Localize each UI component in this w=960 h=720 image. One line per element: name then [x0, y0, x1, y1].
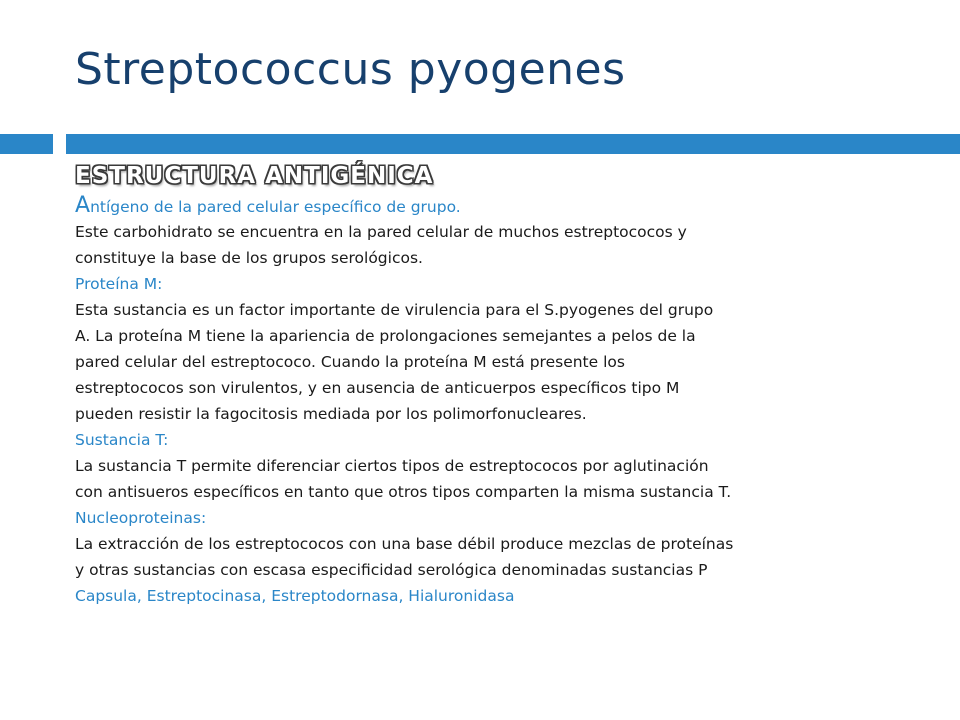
paragraph-line: con antisueros específicos en tanto que otros tipos comparten la misma sustancia T. — [75, 483, 732, 501]
paragraph-line: La sustancia T permite diferenciar ciertos tipos de estreptococos por aglutinación — [75, 457, 709, 475]
paragraph-line: y otras sustancias con escasa especificidad serológica denominadas sustancias P — [75, 561, 708, 579]
slide-body — [75, 160, 895, 609]
accent-bar-main — [66, 134, 960, 154]
label-sustancia-t: Sustancia T: — [75, 431, 169, 449]
accent-bar-left — [0, 134, 53, 154]
paragraph-line: A. La proteína M tiene la apariencia de prolongaciones semejantes a pelos de la — [75, 327, 696, 345]
subtitle-text: ntígeno de la pared celular específico de grupo. — [90, 198, 461, 216]
subtitle-line — [75, 194, 895, 219]
paragraph-line: pared celular del estreptococo. Cuando la proteína M está presente los — [75, 353, 625, 371]
paragraph-line: Este carbohidrato se encuentra en la pared celular de muchos estreptococos y — [75, 223, 687, 241]
paragraph-line: pueden resistir la fagocitosis mediada por los polimorfonucleares. — [75, 405, 587, 423]
slide-title: Streptococcus pyogenes — [75, 44, 626, 95]
label-nucleoproteinas: Nucleoproteinas: — [75, 509, 207, 527]
paragraph-line: constituye la base de los grupos serológicos. — [75, 249, 423, 267]
label-enzimas: Capsula, Estreptocinasa, Estreptodornasa, Hialuronidasa — [75, 587, 515, 605]
subtitle-initial: A — [75, 193, 91, 218]
paragraph-line: La extracción de los estreptococos con una base débil produce mezclas de proteínas — [75, 535, 734, 553]
paragraph-line: Esta sustancia es un factor importante de virulencia para el S.pyogenes del grupo — [75, 301, 714, 319]
section-heading: ESTRUCTURA ANTIGÉNICA — [75, 163, 434, 189]
label-proteina-m: Proteína M: — [75, 275, 163, 293]
paragraph-line: estreptococos son virulentos, y en ausencia de anticuerpos específicos tipo M — [75, 379, 680, 397]
